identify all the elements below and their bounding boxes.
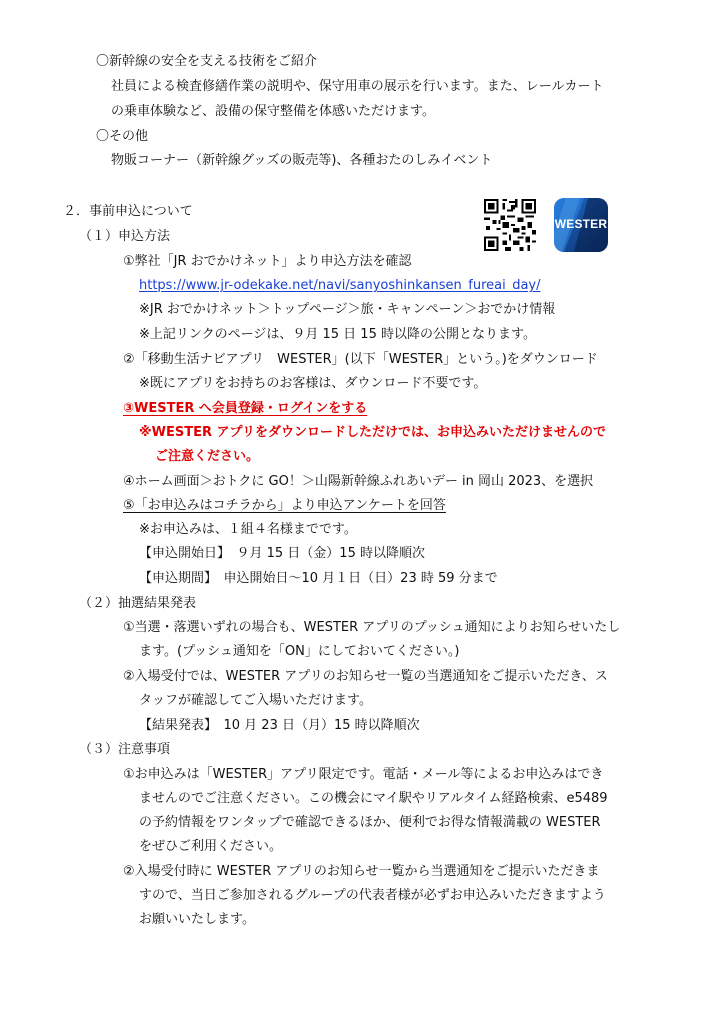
notes-item-2-cont: すので、当日ご参加されるグループの代表者様が必ずお申込みいただきますよう [139, 888, 606, 903]
result-item-2-cont: タッフが確認してご入場いただけます。 [139, 693, 372, 708]
notes-item-1: ①お申込みは「WESTER」アプリ限定です。電話・メール等によるお申込みはでき [123, 767, 604, 782]
section-title-safety-tech: 〇新幹線の安全を支える技術をご紹介 [96, 54, 318, 69]
body-text: の乗車体験など、設備の保守整備を体感いただけます。 [111, 104, 435, 119]
step-5: ⑤「お申込みはコチラから」より申込アンケートを回答 [123, 498, 446, 513]
body-text: 社員による検査修繕作業の説明や、保守用車の展示を行います。また、レールカート [111, 79, 604, 94]
notes-item-1-cont: をぜひご利用ください。 [139, 839, 283, 854]
result-announcement-date: 【結果発表】 10 月 23 日（月）15 時以降順次 [139, 718, 420, 733]
body-text: 物販コーナー（新幹線グッズの販売等)、各種おたのしみイベント [111, 153, 493, 168]
qr-code-icon [484, 199, 536, 251]
section-title-other: 〇その他 [96, 129, 149, 144]
note-text: ※既にアプリをお持ちのお客様は、ダウンロード不要です。 [139, 376, 487, 391]
application-period: 【申込期間】 申込開始日～10 月１日（日）23 時 59 分まで [139, 571, 498, 586]
wester-app-logo [554, 198, 608, 252]
notes-item-1-cont: ませんのでご注意ください。この機会にマイ駅やリアルタイム経路検索、e5489 [139, 791, 608, 806]
result-item-1: ①当選・落選いずれの場合も、WESTER アプリのプッシュ通知によりお知らせいたし [123, 620, 621, 635]
result-item-2: ②入場受付では、WESTER アプリのお知らせ一覧の当選通知をご提示いただき、ス [123, 669, 608, 684]
step-4: ④ホーム画面＞おトクに GO！＞山陽新幹線ふれあいデー in 岡山 2023、を選択 [123, 474, 594, 489]
subheading-application-method: （１）申込方法 [79, 229, 171, 244]
warning-text: ご注意ください。 [155, 449, 260, 464]
note-text: ※JR おでかけネット＞トップページ＞旅・キャンペーン＞おでかけ情報 [139, 302, 556, 317]
warning-text: ※WESTER アプリをダウンロードしただけでは、お申込みいただけませんので [139, 425, 606, 440]
heading-advance-application: ２．事前申込について [63, 204, 193, 219]
odekake-net-link[interactable]: https://www.jr-odekake.net/navi/sanyoshinkansen_fureai_day/ [139, 278, 541, 293]
subheading-notes: （３）注意事項 [79, 742, 171, 757]
result-item-1-cont: ます。(プッシュ通知を「ON」にしておいてください。) [139, 644, 460, 659]
notes-item-2: ②入場受付時に WESTER アプリのお知らせ一覧から当選通知をご提示いただきま [123, 864, 600, 879]
notes-item-1-cont: の予約情報をワンタップで確認できるほか、便利でお得な情報満載の WESTER [139, 815, 601, 830]
note-text: ※上記リンクのページは、９月 15 日 15 時以降の公開となります。 [139, 327, 536, 342]
step-1: ①弊社「JR おでかけネット」より申込方法を確認 [123, 254, 412, 269]
notes-item-2-cont: お願いいたします。 [139, 912, 255, 927]
note-text: ※お申込みは、１組４名様までです。 [139, 522, 357, 537]
step-3-register-login: ③WESTER へ会員登録・ログインをする [123, 401, 368, 416]
wester-logo-text: WESTER [554, 217, 608, 231]
application-start-date: 【申込開始日】 ９月 15 日（金）15 時以降順次 [139, 546, 425, 561]
step-2: ②「移動生活ナビアプリ WESTER」(以下「WESTER」という。)をダウンロード [123, 352, 598, 367]
subheading-lottery-results: （２）抽選結果発表 [79, 596, 197, 611]
